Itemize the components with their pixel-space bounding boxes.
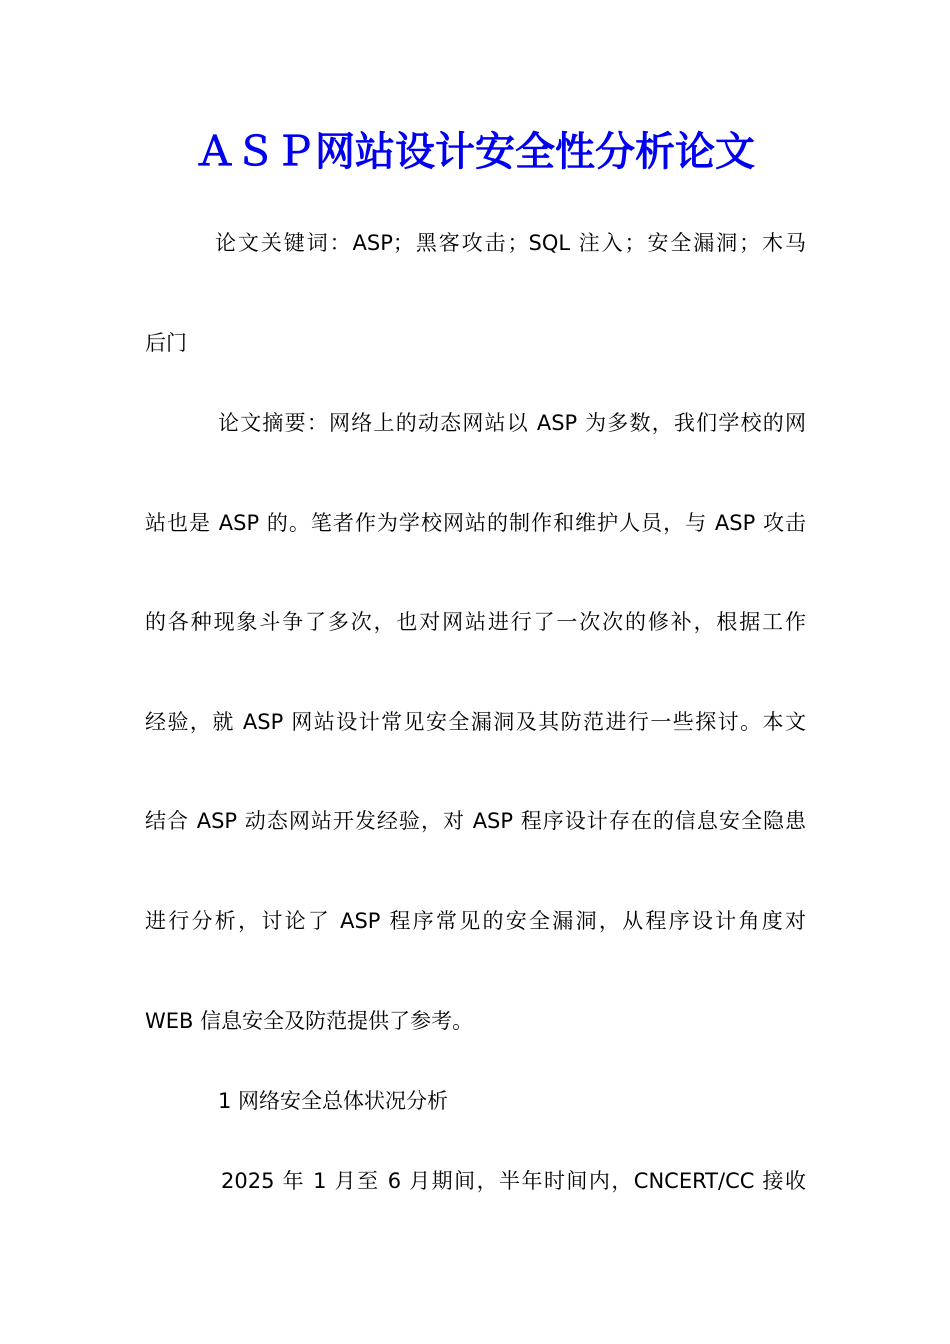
abstract-line-4: 经验，就 ASP 网站设计常见安全漏洞及其防范进行一些探讨。本文 (145, 710, 806, 734)
abstract-line-6: 进行分析，讨论了 ASP 程序常见的安全漏洞，从程序设计角度对 (145, 909, 806, 933)
document-title: ＡＳＰ网站设计安全性分析论文 (195, 128, 755, 175)
abstract-line-1: 论文摘要：网络上的动态网站以 ASP 为多数，我们学校的网 (218, 411, 806, 435)
keywords-line-2: 后门 (145, 331, 187, 355)
abstract-line-5: 结合 ASP 动态网站开发经验，对 ASP 程序设计存在的信息安全隐患 (145, 809, 806, 833)
abstract-line-7: WEB 信息安全及防范提供了参考。 (145, 1009, 474, 1033)
abstract-line-2: 站也是 ASP 的。笔者作为学校网站的制作和维护人员，与 ASP 攻击 (145, 511, 806, 535)
section-heading: 1 网络安全总体状况分析 (218, 1089, 449, 1113)
paragraph-line-1: 2025 年 1 月至 6 月期间，半年时间内，CNCERT/CC 接收 (221, 1169, 806, 1193)
abstract-line-3: 的各种现象斗争了多次，也对网站进行了一次次的修补，根据工作 (145, 610, 806, 634)
keywords-line-1: 论文关键词：ASP；黑客攻击；SQL 注入；安全漏洞；木马 (215, 231, 806, 255)
